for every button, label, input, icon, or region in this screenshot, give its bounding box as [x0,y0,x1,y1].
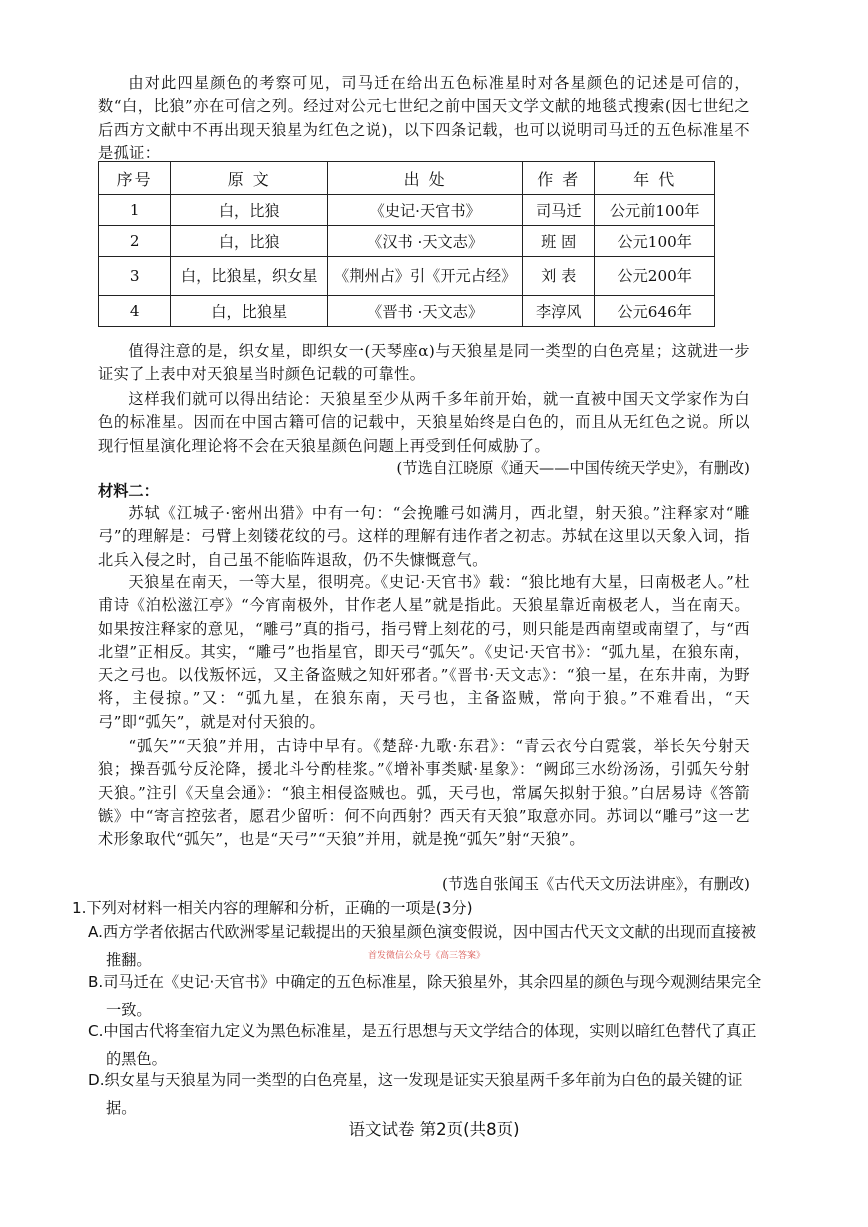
table-cell: 公元前100年 [595,195,715,226]
table-cell: 白，比狼 [171,195,328,226]
star-records-table [98,161,715,327]
table-cell: 白，比狼星，织女星 [171,257,328,296]
source-citation-1: (节选自江晓原《通天——中国传统天学史》，有删改) [396,459,750,477]
table-header-text: 原 文 [171,162,328,195]
table-header-source: 出 处 [328,162,523,195]
option-a: A.西方学者依据古代欧洲零星记载提出的天狼星颜色演变假说，因中国古代天文文献的出现而直接被推翻。 [88,923,757,969]
paragraph-conclusion: 这样我们就可以得出结论：天狼星至少从两千多年前开始，就一直被中国天文学家作为白色的标准星。因而在中国古籍可信的记载中，天狼星始终是白色的，而且从无红色之说。所以现行恒星演化理论将不会在天狼星颜色问题上再受到任何威胁了。 [98,390,750,455]
table-header-row [99,162,715,195]
table-row [99,226,715,257]
option-b: B.司马迁在《史记·天官书》中确定的五色标准星，除天狼星外，其余四星的颜色与现今观测结果完全一致。 [88,973,762,1019]
table-cell: 公元200年 [595,257,715,296]
table-header-era: 年 代 [595,162,715,195]
question-stem: 1.下列对材料一相关内容的理解和分析，正确的一项是(3分) [72,899,473,917]
table-cell: 《荆州占》引《开元占经》 [328,257,523,296]
paragraph-intro: 由对此四星颜色的考察可见，司马迁在给出五色标准星时对各星颜色的记述是可信的，数“白，比狼”亦在可信之列。经过对公元七世纪之前中国天文学文献的地毯式搜索(因七世纪之后西方文献中不再出现天狼星为红色之说)，以下四条记载，也可以说明司马迁的五色标准星不是孤证： [98,74,750,162]
table-cell: 《史记·天官书》 [328,195,523,226]
table-cell: 4 [99,296,171,327]
table-cell: 《汉书 ·天文志》 [328,226,523,257]
table-cell: 班 固 [523,226,595,257]
table-row [99,257,715,296]
table-header-author: 作 者 [523,162,595,195]
paragraph-bow-arrow: “弧矢”“天狼”并用，古诗中早有。《楚辞·九歌·东君》：“青云衣兮白霓裳，举长矢兮射天狼；操吾弧兮反沦降，援北斗兮酌桂浆。”《增补事类赋·星象》：“阙邱三水纷汤汤，引弧矢兮射天狼。”注引《天皇会通》：“狼主相侵盗贼也。弧，天弓也，常属矢拟射于狼。”白居易诗《答箭镞》中“寄言控弦者，愿君少留听：何不向西射？西天有天狼”取意亦同。苏词以“雕弓”这一艺术形象取代“弧矢”，也是“天弓”“天狼”并用，就是挽“弧矢”射“天狼”。 [98,737,750,849]
table-cell: 公元100年 [595,226,715,257]
source-citation-2: (节选自张闻玉《古代天文历法讲座》，有删改) [441,875,750,893]
page-footer: 语文试卷 第2页(共8页) [348,1120,520,1139]
paragraph-sushi: 苏轼《江城子·密州出猎》中有一句：“会挽雕弓如满月，西北望，射天狼。”注释家对“雕弓”的理解是：弓臂上刻镂花纹的弓。这样的理解有违作者之初志。苏轼在这里以天象入词，指北兵入侵之时，自己虽不能临阵退敌，仍不失慷慨意气。 [98,504,750,569]
paragraph-sirius-south: 天狼星在南天，一等大星，很明亮。《史记·天官书》载：“狼比地有大星，曰南极老人。”杜甫诗《泊松滋江亭》“今宵南极外，甘作老人星”就是指此。天狼星靠近南极老人，当在南天。如果按注释家的意见，“雕弓”真的指弓，指弓臂上刻花的弓，则只能是西南望或南望了，与“西北望”正相反。其实，“雕弓”也指星官，即天弓“弧矢”。《史记·天官书》：“弧九星，在狼东南，天之弓也。以伐叛怀远，又主备盗贼之知奸邪者。”《晋书·天文志》：“狼一星，在东井南，为野将，主侵掠。”又：“弧九星，在狼东南，天弓也，主备盗贼，常向于狼。”不难看出，“天弓”即“弧矢”，就是对付天狼的。 [98,573,750,731]
table-cell: 白，比狼星 [171,296,328,327]
material-two-heading: 材料二： [98,482,159,500]
table-row [99,195,715,226]
table-cell: 公元646年 [595,296,715,327]
table-cell: 白，比狼 [171,226,328,257]
table-cell: 3 [99,257,171,296]
paragraph-vega: 值得注意的是，织女星，即织女一(天琴座α)与天狼星是同一类型的白色亮星；这就进一步证实了上表中对天狼星当时颜色记载的可靠性。 [98,342,750,384]
option-c: C.中国古代将奎宿九定义为黑色标准星，是五行思想与天文学结合的体现，实则以暗红色替代了真正的黑色。 [88,1022,757,1068]
option-d: D.织女星与天狼星为同一类型的白色亮星，这一发现是证实天狼星两千多年前为白色的最关键的证据。 [88,1071,743,1117]
table-cell: 司马迁 [523,195,595,226]
table-row [99,296,715,327]
table-cell: 1 [99,195,171,226]
table-cell: 2 [99,226,171,257]
table-cell: 《晋书 ·天文志》 [328,296,523,327]
watermark-text: 首发微信公众号《高三答案》 [368,951,486,961]
table-cell: 李淳风 [523,296,595,327]
table-header-index: 序号 [99,162,171,195]
table-cell: 刘 表 [523,257,595,296]
